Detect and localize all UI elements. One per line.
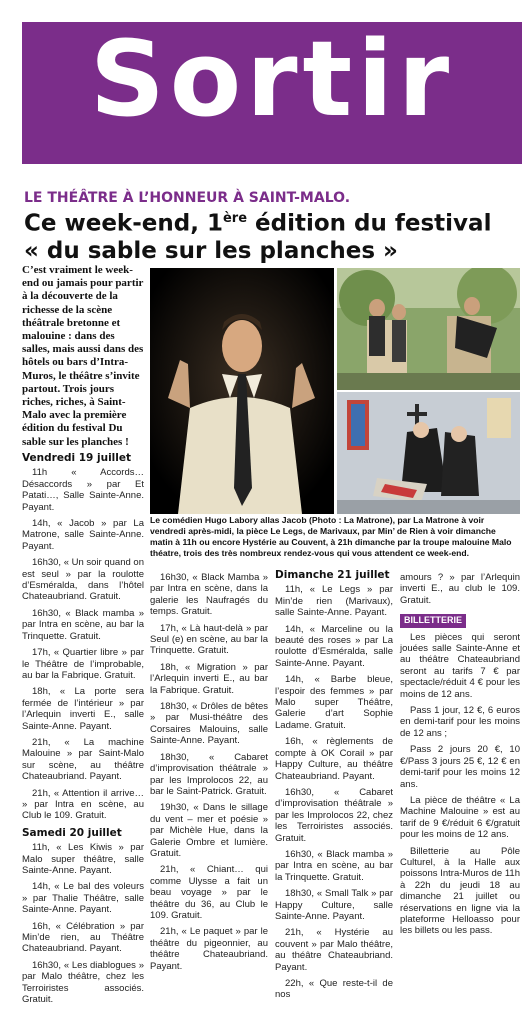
day-heading-sunday: Dimanche 21 juillet [275,569,390,581]
billet-paragraph: Pass 2 jours 20 €, 10 €/Pass 3 jours 25 €, 12 € en demi-tarif pour les moins 12 ans. [400,744,520,790]
event-item: 16h30, « Black mamba » par Intra en scène, au bar la Trinquette. Gratuit. [275,848,393,883]
photo-convent-play [337,392,520,514]
event-item: 14h, « Marceline ou la beauté des roses » par La roulotte d’Esméralda, salle Sainte-Anne. Payant. [275,623,393,669]
event-item: 16h, « règlements de compte à OK Corail » par Happy Culture, au théâtre Chateaubriand. Payant. [275,736,393,782]
actor-illustration [150,268,334,514]
event-item: 17h, « Là haut-delà » par Seul (e) en scène, au bar la Trinquette. Gratuit. [150,622,268,657]
day-heading-saturday: Samedi 20 juillet [22,826,122,839]
event-item: 19h30, « Dans le sillage du vent – mer et poésie » par Michèle Hue, dans la Galerie Ombre et lumière. Gratuit. [150,802,268,859]
billet-paragraph: La pièce de théâtre « La Machine Malouine » est au tarif de 9 €/réduit 6 €/gratuit pour les moins de 12 ans. [400,794,520,841]
event-item: 16h30, « Un soir quand on est seul » par la roulotte d’Esméralda, dans l’hôtel Chateaubriand. Gratuit. [22,557,144,603]
event-item: 16h, « Célébration » par Min’de rien, au Théâtre Chateaubriand. Payant. [22,920,144,955]
lede-text: C’est vraiment le week-end ou jamais pour partir à la découverte de la richesse de la scène théâtrale bretonne et malouine : dans des salles, mais aussi dans des hôtels ou bars d’Intra-Muros, le théâtre s’invite partout. Trois jours riches, riches, à Saint-Malo avec la première édition du festival Du sable sur les planches ! [22,264,144,448]
event-item: 18h, « Migration » par l’Arlequin inverti E., au bar la Fabrique. Gratuit. [150,661,268,696]
event-item: 18h30, « Cabaret d’improvisation théâtrale » par les Improlocos 22, au bar le Saint-Patrick. Gratuit. [150,751,268,797]
photo-outdoor-play [337,268,520,390]
article-lede [22,264,144,449]
section-title: Sortir [89,18,455,140]
event-item: 21h, « Hystérie au couvent » par Malo théâtre, au théâtre Chateaubriand. Payant. [275,927,393,973]
event-item: 16h30, « Black Mamba » par Intra en scène, dans la galerie les Naufragés du temps. Gratuit. [150,572,268,618]
column-3 [275,564,393,1006]
event-item: 21h, « Le paquet » par le théâtre du pigeonnier, au théâtre Chateaubriand. Payant. [150,926,268,972]
column-1 [22,447,144,1010]
billet-paragraph: Billetterie au Pôle Culturel, à la Halle aux poissons Intra-Muros de 11h à 22h du jeudi 18 au dimanche 21 juillet ou réservations en ligne via la plateforme Helloasso pour les billets ou les pass. [400,845,520,937]
column-4 [400,572,520,942]
event-item: 14h, « Jacob » par La Matrone, salle Sainte-Anne. Payant. [22,518,144,552]
headline-part: Ce week-end, 1 [24,210,223,237]
event-item: 11h « Accords… Désaccords » par Et Patati…, Salle Sainte-Anne. Payant. [22,467,144,513]
sortir-banner [22,18,522,164]
headline-line-2: « du sable sur les planches » [24,237,398,264]
outdoor-illustration [337,268,520,390]
event-continuation: amours ? » par l’Arlequin inverti E., au club le 109. Gratuit. [400,572,520,606]
event-item: 18h, « La porte sera fermée de l’intérieur » par l’Arlequin inverti E., salle Sainte-Anne. Payant. [22,686,144,732]
photo-actor [150,268,334,514]
convent-illustration [337,392,520,514]
article-kicker: LE THÉÂTRE À L’HONNEUR À SAINT-MALO. [24,190,351,206]
event-item: 16h30, « Black mamba » par Intra en scène, au bar la Trinquette. Gratuit. [22,607,144,642]
day-heading-friday: Vendredi 19 juillet [22,452,132,464]
event-item: 11h, « Les Kiwis » par Malo super théâtre, salle Sainte-Anne. Payant. [22,842,144,876]
column-2 [150,572,268,977]
article-headline [24,205,519,265]
event-item: 14h, « Le bal des voleurs » par Thalie Théâtre, salle Sainte-Anne. Payant. [22,881,144,916]
event-item: 18h30, « Small Talk » par Happy Culture, salle Sainte-Anne. Payant. [275,888,393,922]
event-item: 21h, « Attention il arrive… » par Intra en scène, au Club le 109. Gratuit. [22,787,144,822]
headline-superscript: ère [222,211,248,226]
event-item: 18h30, « Drôles de bêtes » par Musi-théâtre des Corsaires Malouins, salle Sainte-Anne. Payant. [150,701,268,747]
billet-paragraph: Les pièces qui seront jouées salle Sainte-Anne et au théâtre Chateaubriand seront au tarifs 7 € par spectacle/réduit 4 € pour les moins de 12 ans. [400,631,520,700]
event-item: 21h, « Chiant… qui comme Ulysse a fait un beau voyage » par le théâtre du 36, au Club le 109. Gratuit. [150,864,268,921]
event-item: 17h, « Quartier libre » par le Théâtre de l’improbable, au bar la Fabrique. Gratuit. [22,647,144,681]
event-item: 14h, « Barbe bleue, l’espoir des femmes » par Malo super Théâtre, Galerie d’art Sophie Ladame. Gratuit. [275,674,393,731]
event-item: 11h, « Le Legs » par Min’de rien (Marivaux), salle Sainte-Anne. Payant. [275,584,393,619]
billetterie-heading: BILLETTERIE [400,614,466,627]
photo-caption: Le comédien Hugo Labory allas Jacob (Photo : La Matrone), par La Matrone à voir vendredi après-midi, la pièce Le Legs, de Marivaux, par Min’ de Rien à voir dimanche matin à 11h ou encore Hystérie au Couvent, à 21h dimanche par la troupe malouine Malo théatre, trois des très nombreux rendez-vous qui vous attendent ce week-end. [150,515,512,558]
event-item: 16h30, « Cabaret d’improvisation théâtrale » par les Improlocos 22, chez les Terroiristes associés. Gratuit. [275,786,393,844]
event-item: 21h, « La machine Malouine » par Saint-Malo sur scène, au théâtre Chateaubriand. Payant. [22,736,144,783]
billet-paragraph: Pass 1 jour, 12 €, 6 euros en demi-tarif pour les moins de 12 ans ; [400,705,520,739]
event-item: 22h, « Que reste-t-il de nos [275,978,393,1001]
event-item: 16h30, « Les diablogues » par Malo théâtre, chez les Terroiristes associés. Gratuit. [22,959,144,1006]
headline-part: édition du festival [247,210,492,237]
